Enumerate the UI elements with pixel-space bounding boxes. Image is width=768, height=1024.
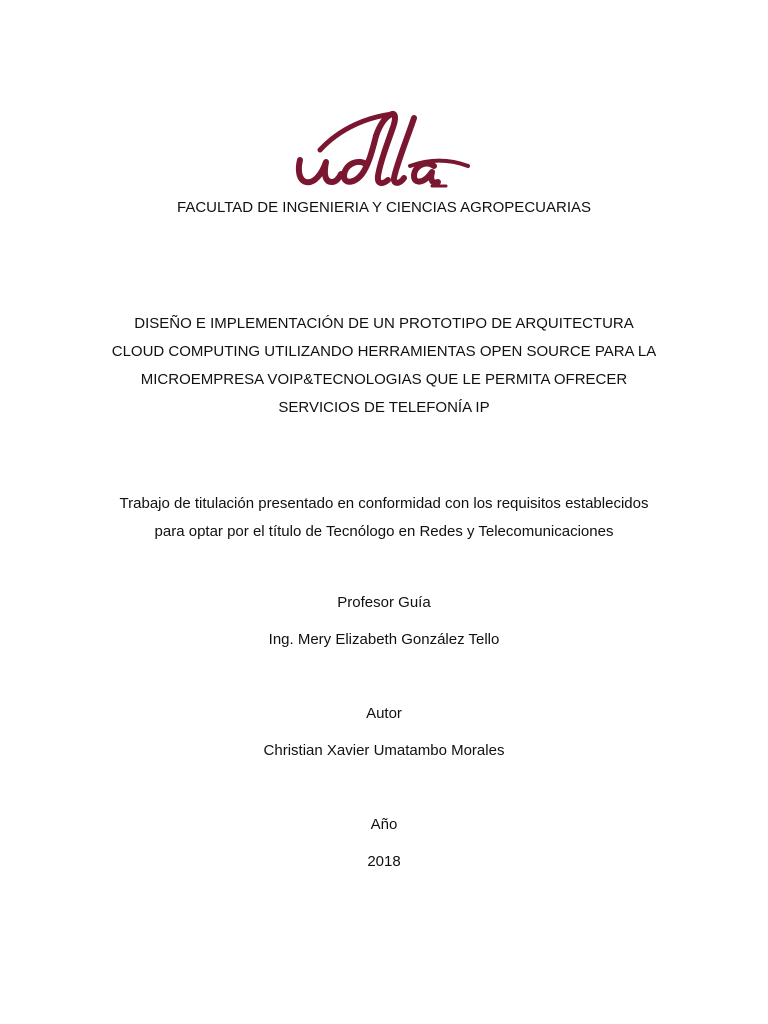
thesis-title-line: MICROEMPRESA VOIP&TECNOLOGIAS QUE LE PERMITA OFRECER	[140, 371, 628, 388]
description-line: Trabajo de titulación presentado en conformidad con los requisitos establecidos	[119, 495, 649, 512]
thesis-title-line: CLOUD COMPUTING UTILIZANDO HERRAMIENTAS OPEN SOURCE PARA LA	[111, 343, 657, 360]
thesis-description	[0, 490, 768, 546]
advisor-name: Ing. Mery Elizabeth González Tello	[268, 631, 500, 648]
author-name: Christian Xavier Umatambo Morales	[263, 742, 505, 759]
description-line: para optar por el título de Tecnólogo en Redes y Telecomunicaciones	[154, 523, 614, 540]
thesis-title-line: DISEÑO E IMPLEMENTACIÓN DE UN PROTOTIPO DE ARQUITECTURA	[134, 315, 634, 332]
author-label: Autor	[366, 705, 402, 722]
advisor-label: Profesor Guía	[337, 594, 431, 611]
thesis-title	[0, 310, 768, 422]
udla-logo	[292, 108, 474, 192]
year-label: Año	[370, 816, 398, 833]
thesis-title-line: SERVICIOS DE TELEFONÍA IP	[278, 399, 490, 416]
faculty-name: FACULTAD DE INGENIERIA Y CIENCIAS AGROPECUARIAS	[177, 199, 591, 216]
year-value: 2018	[367, 853, 401, 870]
